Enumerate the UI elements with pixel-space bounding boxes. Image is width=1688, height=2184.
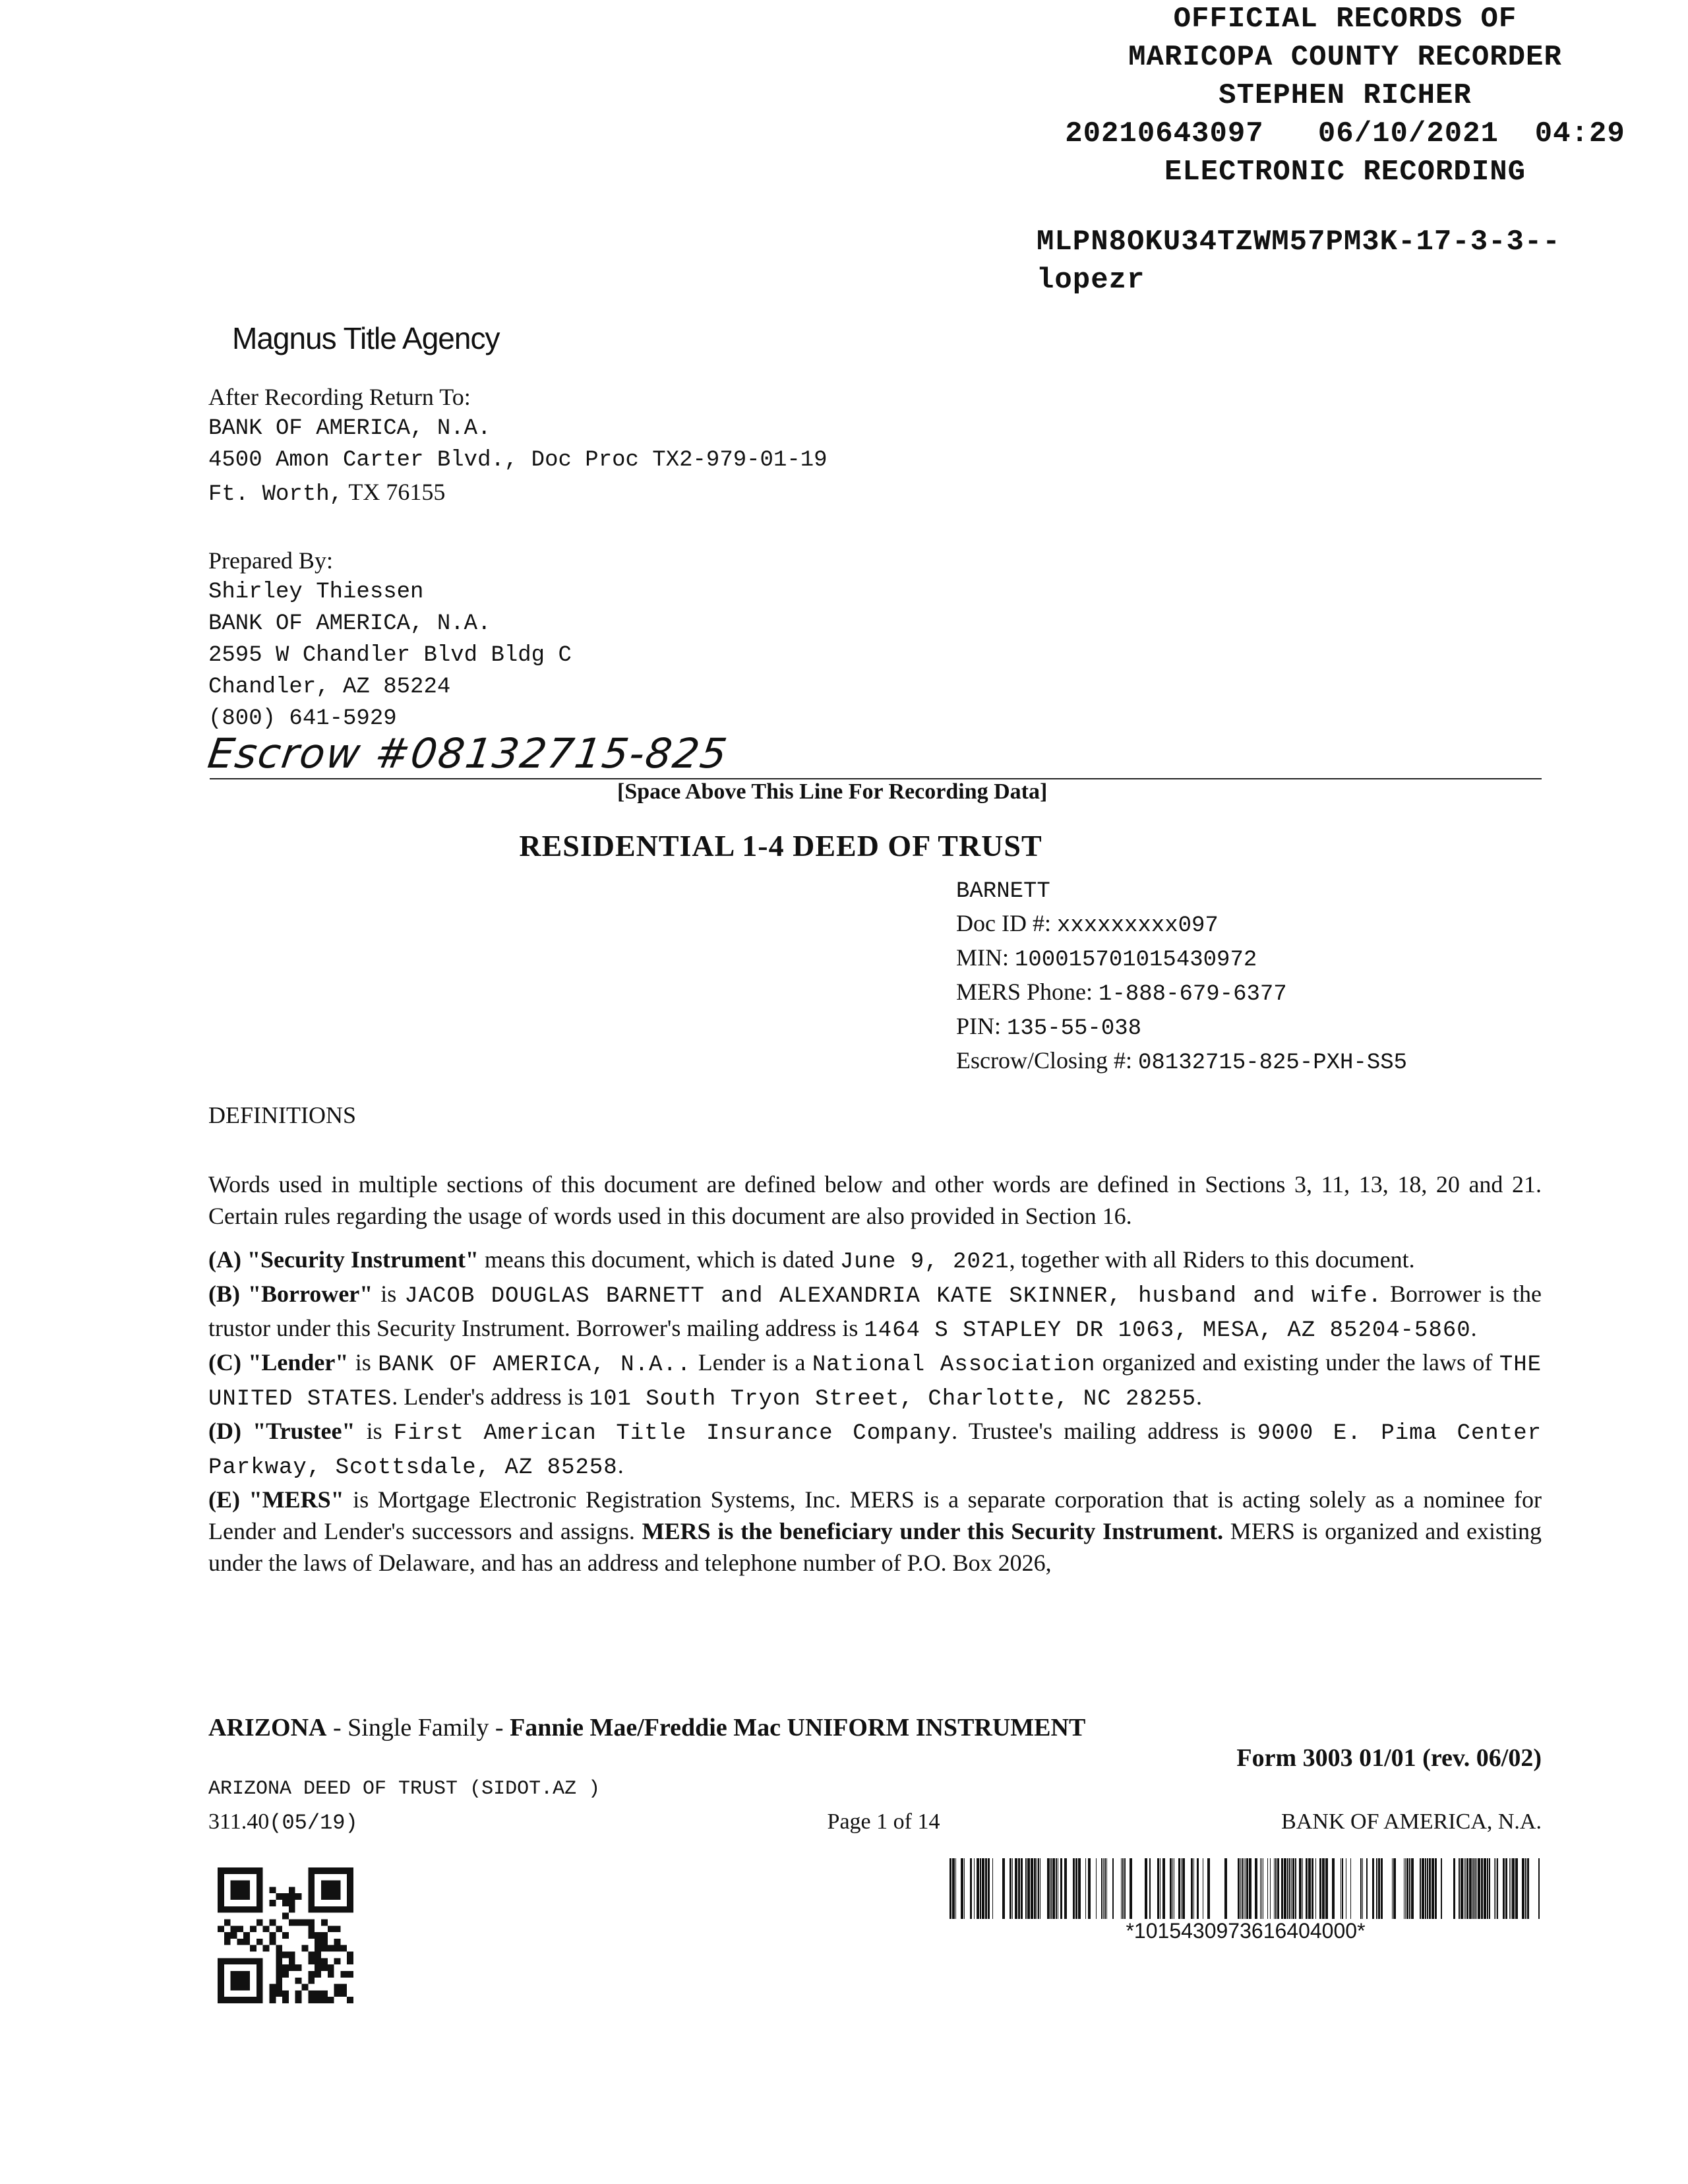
footer-bank-name: BANK OF AMERICA, N.A. [1281,1809,1542,1834]
document-title: RESIDENTIAL 1-4 DEED OF TRUST [519,829,1042,863]
page-number: Page 1 of 14 [827,1809,940,1834]
mers-phone-row: MERS Phone: 1-888-679-6377 [956,979,1287,1007]
stamp-reference-user: lopezr [1037,264,1145,297]
recording-date: 06/10/2021 [1317,117,1499,150]
stamp-reference [1037,223,1561,299]
definitions-intro: Words used in multiple sections of this document are defined below and other words are defined in Sections 3, 11, 13, 18, 20 and 21. Certain rules regarding the usage of words used in this document are also provided in Section 16. [208,1171,1542,1229]
recording-time: 04:29 [1534,117,1625,150]
preparer-city: Chandler, AZ 85224 [208,675,451,700]
footer-version: 311.40(05/19) [208,1809,358,1835]
borrower-surname: BARNETT [956,879,1050,904]
stamp-reference-code: MLPN8OKU34TZWM57PM3K-17-3-3-- [1037,226,1561,258]
loan-identifiers [956,876,1407,1079]
prepared-by-heading: Prepared By: [208,547,333,574]
return-to-heading: After Recording Return To: [208,384,471,410]
recording-number: 20210643097 [1065,117,1264,150]
recording-stamp [1029,0,1662,191]
definitions-heading: DEFINITIONS [208,1102,356,1128]
definitions-body [208,1168,1542,1579]
footer-form-number: Form 3003 01/01 (rev. 06/02) [1236,1744,1542,1772]
stamp-line-5: ELECTRONIC RECORDING [1164,156,1526,189]
return-to-address: 4500 Amon Carter Blvd., Doc Proc TX2-979-01-19 [208,448,828,473]
return-to-block [208,381,828,510]
qr-code [218,1867,353,2003]
barcode-number: *1015430973616404000* [1126,1919,1366,1943]
prepared-by-block [208,545,572,735]
preparer-bank: BANK OF AMERICA, N.A. [208,611,491,636]
preparer-address: 2595 W Chandler Blvd Bldg C [208,643,572,668]
definition-c: (C) "Lender" is BANK OF AMERICA, N.A.. Lender is a National Association organized and existing under the laws of THE UNITED STATES. Lender's address is 101 South Tryon Street, Charlotte, NC 28255. [208,1349,1542,1412]
space-above-note: [Space Above This Line For Recording Data] [617,779,1048,804]
stamp-line-3: STEPHEN RICHER [1219,79,1472,112]
definition-a: (A) "Security Instrument" means this document, which is dated June 9, 2021, together with all Riders to this document. [208,1246,1415,1275]
escrow-closing-row: Escrow/Closing #: 08132715-825-PXH-SS5 [956,1047,1408,1076]
definition-e: (E) "MERS" is Mortgage Electronic Registration Systems, Inc. MERS is a separate corporation that is acting solely as a nominee for Lender and Lender's successors and assigns. MERS is the beneficiary under this Security Instrument. MERS is organized and existing under the laws of Delaware, and has an address and telephone number of P.O. Box 2026, [208,1486,1542,1576]
preparer-phone: (800) 641-5929 [208,706,397,731]
min-row: MIN: 100015701015430972 [956,944,1257,973]
preparer-name: Shirley Thiessen [208,580,424,605]
return-to-name: BANK OF AMERICA, N.A. [208,416,491,441]
stamp-line-1: OFFICIAL RECORDS OF [1173,3,1517,36]
definition-b: (B) "Borrower" is JACOB DOUGLAS BARNETT and ALEXANDRIA KATE SKINNER, husband and wife. Borrower is the trustor under this Security Instrument. Borrower's mailing address is 1464 S STAPLEY DR 1063, MESA, AZ 85204-5860. [208,1281,1542,1343]
definition-d: (D) "Trustee" is First American Title Insurance Company. Trustee's mailing address is 9000 E. Pima Center Parkway, Scottsdale, AZ 85258. [208,1418,1542,1480]
barcode [950,1858,1542,1919]
return-to-city: Ft. Worth, TX 76155 [208,479,446,507]
stamp-recording-line [1029,115,1662,153]
title-agency-name: Magnus Title Agency [232,321,500,355]
handwritten-escrow-number: Escrow #08132715-825 [204,729,731,777]
stamp-line-2: MARICOPA COUNTY RECORDER [1128,41,1562,74]
footer-form-code: ARIZONA DEED OF TRUST (SIDOT.AZ ) [208,1778,601,1800]
pin-row: PIN: 135-55-038 [956,1013,1142,1041]
doc-id-row: Doc ID #: xxxxxxxxx097 [956,910,1219,938]
footer-instrument-line: ARIZONA - Single Family - Fannie Mae/Freddie Mac UNIFORM INSTRUMENT [208,1714,1086,1742]
